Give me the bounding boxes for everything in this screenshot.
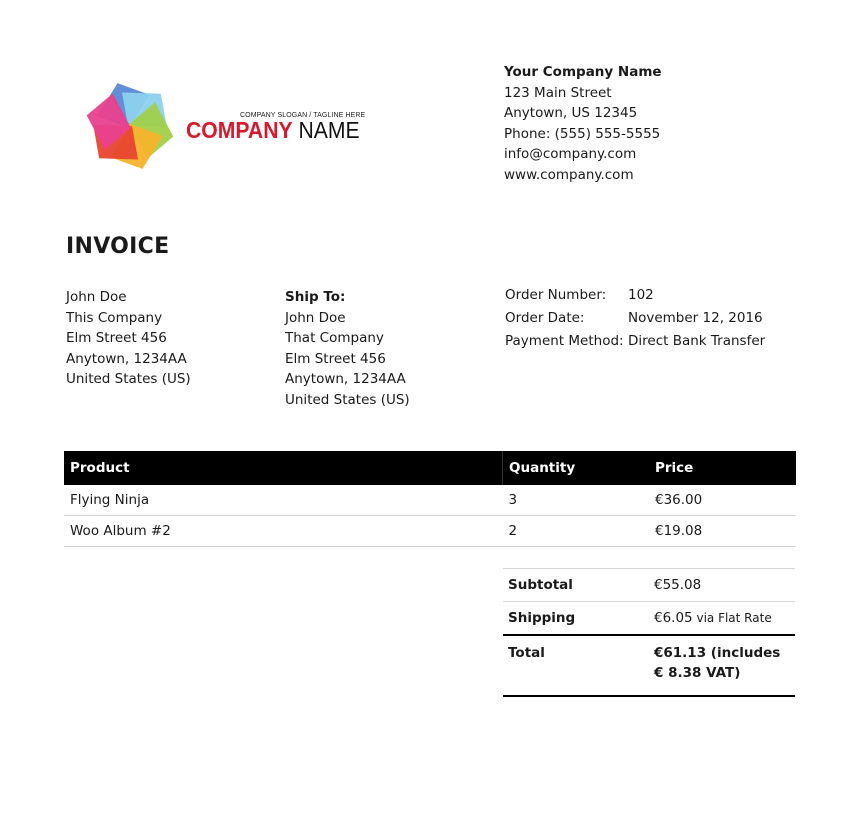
product-quantity: 3 (503, 485, 650, 516)
company-city: Anytown, US 12345 (504, 105, 638, 121)
company-brand (186, 116, 360, 144)
company-address (504, 62, 662, 185)
billing-street: Elm Street 456 (66, 330, 167, 346)
shipping-value (649, 602, 795, 636)
subtotal-row (503, 569, 795, 602)
shipping-label: Shipping (503, 602, 649, 636)
header-quantity: Quantity (503, 451, 650, 485)
billing-name: John Doe (66, 289, 127, 305)
table-row (64, 485, 796, 516)
shipping-address (285, 287, 410, 410)
order-date: November 12, 2016 (628, 310, 763, 326)
totals-table (503, 568, 795, 697)
shipping-heading: Ship To: (285, 289, 346, 305)
order-date-row (505, 310, 765, 333)
billing-address (66, 287, 191, 390)
company-slogan: COMPANY SLOGAN / TAGLINE HERE (240, 112, 366, 119)
company-logo-icon (70, 62, 190, 190)
shipping-city: Anytown, 1234AA (285, 371, 406, 387)
table-row (64, 516, 796, 547)
billing-city: Anytown, 1234AA (66, 350, 187, 367)
company-email: info@company.com (504, 146, 637, 162)
brand-highlight: COMPANY (186, 117, 293, 143)
company-phone: Phone: (555) 555-5555 (504, 125, 661, 142)
products-header-row (64, 451, 796, 485)
order-number-label: Order Number: (505, 287, 607, 303)
product-name: Woo Album #2 (64, 516, 503, 547)
subtotal-value: €55.08 (649, 569, 795, 602)
payment-method-label: Payment Method: (505, 333, 624, 349)
product-price: €36.00 (649, 485, 796, 516)
billing-company: This Company (66, 309, 163, 326)
product-price: €19.08 (649, 516, 796, 547)
total-label: Total (503, 635, 649, 696)
order-number-row (505, 287, 765, 310)
shipping-method: via Flat Rate (692, 611, 772, 625)
total-row (503, 635, 795, 696)
subtotal-label: Subtotal (503, 569, 649, 602)
invoice-title: INVOICE (66, 234, 170, 259)
products-table (64, 451, 796, 547)
order-number: 102 (628, 287, 654, 303)
payment-method: Direct Bank Transfer (628, 333, 766, 349)
total-value: €61.13 (includes € 8.38 VAT) (649, 635, 795, 696)
product-name: Flying Ninja (64, 485, 503, 516)
shipping-row (503, 602, 795, 636)
shipping-street: Elm Street 456 (285, 350, 386, 367)
company-name: Your Company Name (504, 64, 662, 80)
payment-method-row (505, 333, 765, 356)
order-date-label: Order Date: (505, 310, 585, 326)
company-street: 123 Main Street (504, 84, 612, 101)
header-price: Price (649, 451, 796, 485)
shipping-name: John Doe (285, 309, 346, 326)
billing-country: United States (US) (66, 371, 191, 387)
shipping-country: United States (US) (285, 391, 410, 408)
shipping-amount: €6.05 (654, 610, 693, 626)
brand-rest: NAME (292, 117, 360, 143)
shipping-company: That Company (285, 330, 384, 346)
order-details (505, 287, 765, 356)
header-product: Product (64, 451, 503, 485)
company-website: www.company.com (504, 166, 634, 183)
product-quantity: 2 (503, 516, 650, 547)
